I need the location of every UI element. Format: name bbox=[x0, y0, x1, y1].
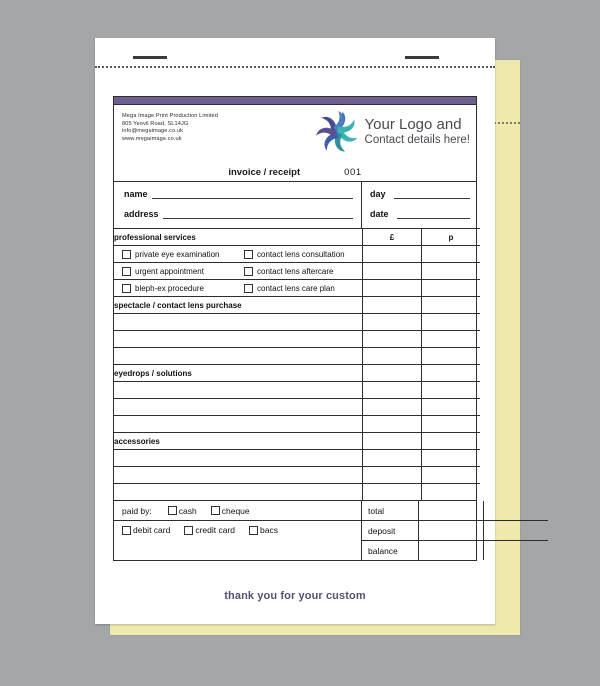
checkbox-contact-lens-care-plan[interactable] bbox=[244, 284, 253, 293]
invoice-page bbox=[95, 38, 495, 624]
amount-pound-cell[interactable] bbox=[363, 484, 422, 501]
amount-pound-cell[interactable] bbox=[363, 365, 422, 382]
total-pence-cell[interactable] bbox=[484, 501, 549, 521]
amount-pence-cell[interactable] bbox=[422, 467, 481, 484]
address-field-row[interactable] bbox=[124, 209, 353, 219]
eyedrops-header-row bbox=[114, 365, 480, 382]
amount-pound-cell[interactable] bbox=[363, 246, 422, 263]
amount-pound-cell[interactable] bbox=[363, 348, 422, 365]
payment-option-credit-card[interactable] bbox=[184, 525, 235, 535]
amount-pound-cell[interactable] bbox=[363, 467, 422, 484]
payment-option-bacs[interactable] bbox=[249, 525, 278, 535]
section-title-accessories: accessories bbox=[114, 433, 363, 450]
customer-block bbox=[114, 181, 476, 228]
company-name: Mega Image Print Production Limited bbox=[122, 113, 218, 119]
amount-pound-cell[interactable] bbox=[363, 314, 422, 331]
label-credit-card: credit card bbox=[195, 525, 236, 535]
company-email: info@megaimage.co.uk bbox=[122, 128, 184, 135]
table-row bbox=[114, 450, 480, 467]
amount-pence-cell[interactable] bbox=[422, 297, 481, 314]
totals-block bbox=[362, 501, 548, 560]
amount-pence-cell[interactable] bbox=[422, 331, 481, 348]
table-row bbox=[114, 280, 480, 297]
line-item-cell[interactable] bbox=[114, 348, 363, 365]
checkbox-cheque[interactable] bbox=[211, 506, 220, 515]
form-header bbox=[114, 105, 476, 181]
deposit-pound-cell[interactable] bbox=[419, 521, 484, 541]
totals-row-deposit bbox=[362, 521, 548, 541]
amount-pence-cell[interactable] bbox=[422, 263, 481, 280]
checkbox-row-3 bbox=[114, 280, 363, 297]
checkbox-contact-lens-aftercare[interactable] bbox=[244, 267, 253, 276]
amount-pence-cell[interactable] bbox=[422, 416, 481, 433]
logo-line-1: Your Logo and bbox=[364, 116, 462, 134]
deposit-pence-cell[interactable] bbox=[484, 521, 549, 541]
date-field-row[interactable] bbox=[370, 209, 470, 219]
table-row bbox=[114, 314, 480, 331]
amount-pound-cell[interactable] bbox=[363, 416, 422, 433]
line-item-cell[interactable] bbox=[114, 450, 363, 467]
label-contact-lens-care-plan: contact lens care plan bbox=[257, 283, 335, 293]
amount-pound-cell[interactable] bbox=[363, 280, 422, 297]
line-item-cell[interactable] bbox=[114, 416, 363, 433]
label-private-eye-examination: private eye examination bbox=[135, 249, 220, 259]
line-item-cell[interactable] bbox=[114, 314, 363, 331]
table-row bbox=[114, 263, 480, 280]
paid-by-label: paid by: bbox=[122, 505, 152, 516]
amount-pence-cell[interactable] bbox=[422, 399, 481, 416]
amount-pence-cell[interactable] bbox=[422, 280, 481, 297]
payment-methods bbox=[114, 501, 362, 560]
day-field-row[interactable] bbox=[370, 189, 470, 199]
checkbox-cash[interactable] bbox=[168, 506, 177, 515]
invoice-number: 001 bbox=[344, 167, 362, 178]
line-item-cell[interactable] bbox=[114, 382, 363, 399]
professional-services-header-row bbox=[114, 229, 480, 246]
line-items-table bbox=[114, 228, 480, 500]
amount-pence-cell[interactable] bbox=[422, 382, 481, 399]
payment-row-1 bbox=[114, 501, 361, 520]
amount-pence-cell[interactable] bbox=[422, 433, 481, 450]
totals-table bbox=[362, 501, 548, 560]
label-urgent-appointment: urgent appointment bbox=[135, 266, 204, 276]
total-pound-cell[interactable] bbox=[419, 501, 484, 521]
amount-pence-cell[interactable] bbox=[422, 365, 481, 382]
day-label: day bbox=[370, 189, 386, 199]
checkbox-row-2 bbox=[114, 263, 363, 280]
line-item-cell[interactable] bbox=[114, 399, 363, 416]
address-label: address bbox=[124, 209, 159, 219]
invoice-form bbox=[113, 96, 477, 561]
line-item-cell[interactable] bbox=[114, 331, 363, 348]
payment-option-cheque[interactable] bbox=[211, 506, 250, 516]
logo-block bbox=[315, 110, 470, 154]
day-input-rule[interactable] bbox=[394, 189, 470, 199]
name-field-row[interactable] bbox=[124, 189, 353, 199]
label-cheque: cheque bbox=[221, 505, 250, 516]
address-input-rule[interactable] bbox=[163, 209, 353, 219]
amount-pence-cell[interactable] bbox=[422, 314, 481, 331]
table-row bbox=[114, 416, 480, 433]
amount-pound-cell[interactable] bbox=[363, 433, 422, 450]
invoice-label: invoice / receipt bbox=[228, 167, 301, 178]
thank-you-message: thank you for your custom bbox=[224, 590, 366, 602]
label-bleph-ex-procedure: bleph-ex procedure bbox=[135, 283, 204, 293]
logo-line-2: Contact details here! bbox=[364, 133, 470, 146]
checkbox-credit-card[interactable] bbox=[184, 526, 193, 535]
table-row bbox=[114, 331, 480, 348]
label-contact-lens-consultation: contact lens consultation bbox=[257, 249, 345, 259]
label-debit-card: debit card bbox=[133, 525, 171, 535]
amount-pound-cell[interactable] bbox=[363, 399, 422, 416]
table-row bbox=[114, 484, 480, 501]
checkbox-contact-lens-consultation[interactable] bbox=[244, 250, 253, 259]
section-title-spectacle: spectacle / contact lens purchase bbox=[114, 297, 363, 314]
column-header-pence: p bbox=[422, 229, 481, 246]
section-title-professional-services: professional services bbox=[114, 229, 363, 246]
name-input-rule[interactable] bbox=[152, 189, 353, 199]
checkbox-bleph-ex-procedure[interactable] bbox=[122, 284, 131, 293]
company-address: 805 Yeovil Road, SL14JG bbox=[122, 120, 189, 127]
invoice-title-row bbox=[114, 167, 476, 178]
amount-pound-cell[interactable] bbox=[363, 297, 422, 314]
amount-pound-cell[interactable] bbox=[363, 331, 422, 348]
amount-pence-cell[interactable] bbox=[422, 484, 481, 501]
date-input-rule[interactable] bbox=[397, 209, 470, 219]
line-item-cell[interactable] bbox=[114, 467, 363, 484]
company-website: www.megaimage.co.uk bbox=[122, 135, 182, 142]
checkbox-row-1 bbox=[114, 246, 363, 263]
accessories-header-row bbox=[114, 433, 480, 450]
payment-option-debit-card[interactable] bbox=[122, 525, 170, 535]
totals-row-total bbox=[362, 501, 548, 521]
checkbox-private-eye-examination[interactable] bbox=[122, 250, 131, 259]
amount-pence-cell[interactable] bbox=[422, 348, 481, 365]
checkbox-debit-card[interactable] bbox=[122, 526, 131, 535]
balance-pound-cell[interactable] bbox=[419, 541, 484, 561]
binding-mark-right bbox=[405, 56, 439, 59]
line-item-cell[interactable] bbox=[114, 484, 363, 501]
binding-mark-left bbox=[133, 56, 167, 59]
balance-pence-cell[interactable] bbox=[484, 541, 549, 561]
amount-pound-cell[interactable] bbox=[363, 382, 422, 399]
table-row bbox=[114, 467, 480, 484]
amount-pound-cell[interactable] bbox=[363, 263, 422, 280]
accent-bar bbox=[114, 97, 476, 105]
spectacle-header-row bbox=[114, 297, 480, 314]
customer-left bbox=[114, 182, 362, 228]
page-perforation-line bbox=[95, 66, 495, 68]
table-row bbox=[114, 399, 480, 416]
name-label: name bbox=[124, 189, 148, 199]
table-row bbox=[114, 348, 480, 365]
amount-pence-cell[interactable] bbox=[422, 246, 481, 263]
payment-option-cash[interactable] bbox=[168, 506, 197, 516]
column-header-pound: £ bbox=[363, 229, 422, 246]
date-label: date bbox=[370, 209, 389, 219]
amount-pound-cell[interactable] bbox=[363, 450, 422, 467]
label-deposit: deposit bbox=[362, 521, 419, 541]
label-cash: cash bbox=[178, 505, 197, 516]
payment-block bbox=[114, 500, 476, 560]
payment-row-2 bbox=[114, 520, 361, 539]
checkbox-bacs[interactable] bbox=[249, 526, 258, 535]
label-total: total bbox=[362, 501, 419, 521]
logo-text-block bbox=[365, 117, 470, 147]
totals-row-balance bbox=[362, 541, 548, 561]
amount-pence-cell[interactable] bbox=[422, 450, 481, 467]
label-balance: balance bbox=[362, 541, 419, 561]
customer-right bbox=[362, 182, 476, 228]
checkbox-urgent-appointment[interactable] bbox=[122, 267, 131, 276]
table-row bbox=[114, 382, 480, 399]
table-row bbox=[114, 246, 480, 263]
section-title-eyedrops: eyedrops / solutions bbox=[114, 365, 363, 382]
label-contact-lens-aftercare: contact lens aftercare bbox=[257, 266, 334, 276]
label-bacs: bacs bbox=[260, 525, 278, 535]
swirl-pinwheel-logo-icon bbox=[315, 110, 359, 154]
